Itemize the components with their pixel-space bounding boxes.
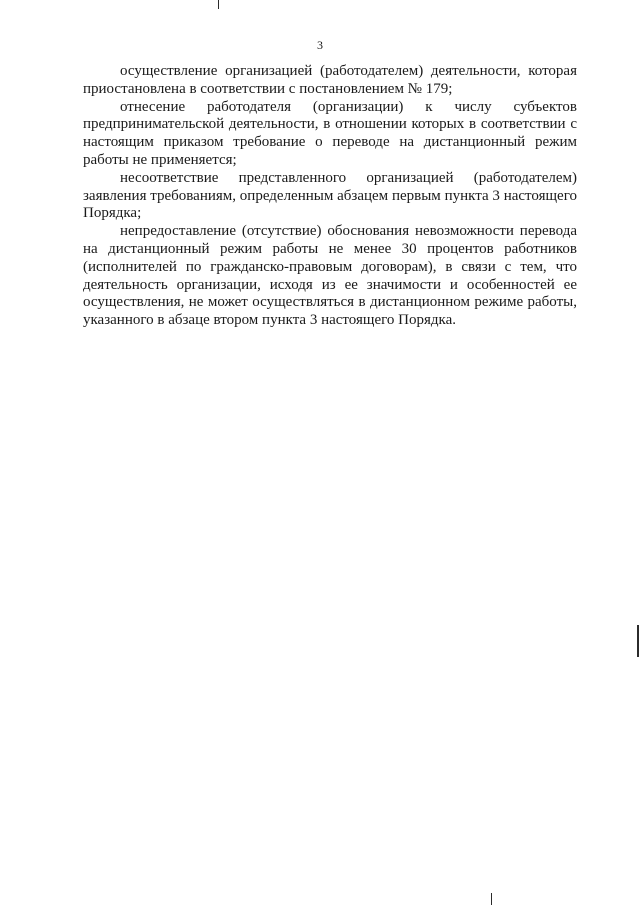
paragraph-missing-justification: непредоставление (отсутствие) обоснования невозможности перевода на дистанционный режим работы не менее 30 процентов работников (исполнителей по гражданско-правовым договорам), в связи с тем, что деятельность организации, исходя из ее значимости и особенностей ее осуществления, не может осуществляться в дистанционном режиме работы, указанного в абзаце втором пункта 3 настоящего Порядка.: [83, 223, 577, 329]
page-number: 3: [317, 38, 323, 52]
paragraph-exempt-entities: отнесение работодателя (организации) к числу субъектов предпринимательской деятельности, в отношении которых в соответствии с настоящим приказом требование о переводе на дистанционный режим работы не применяется;: [83, 98, 577, 168]
scan-edge-mark-bottom: [491, 893, 492, 905]
scan-edge-mark-right: [637, 625, 639, 657]
body-text: [83, 63, 577, 330]
paragraph-nonconforming-application: несоответствие представленного организацией (работодателем) заявления требованиям, определенным абзацем первым пункта 3 настоящего Порядка;: [83, 169, 577, 222]
paragraph-suspended-activity: осуществление организацией (работодателем) деятельности, которая приостановлена в соответствии с постановлением № 179;: [83, 63, 577, 97]
scan-edge-mark-top: [218, 0, 219, 9]
